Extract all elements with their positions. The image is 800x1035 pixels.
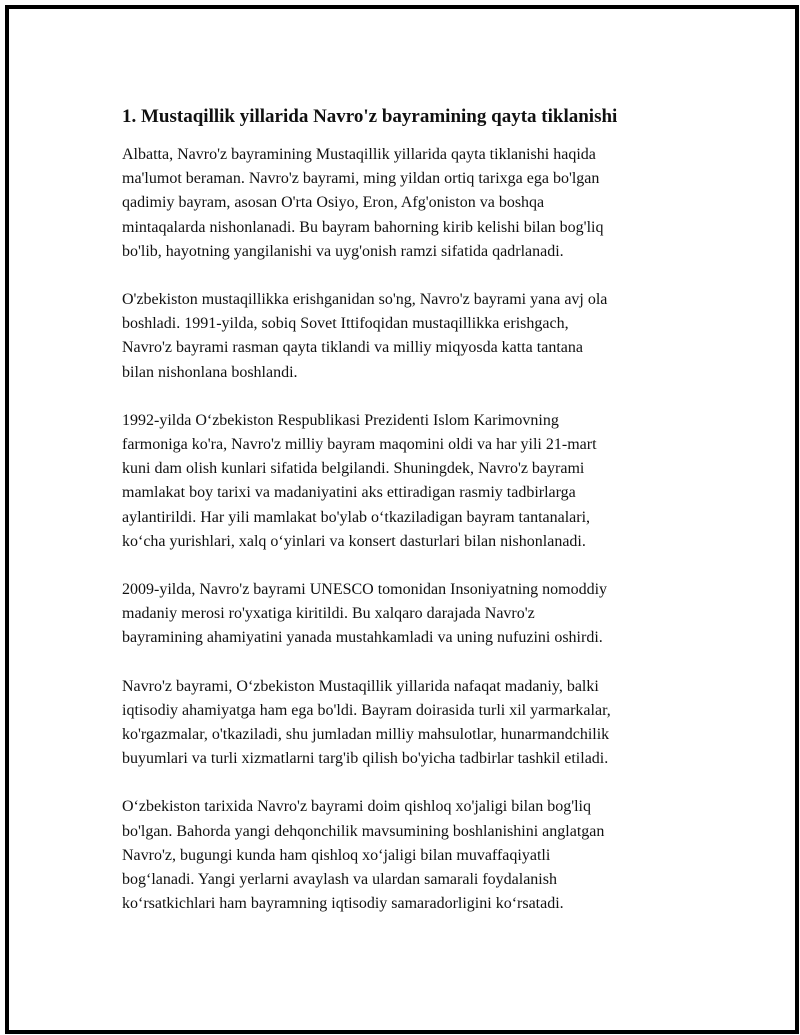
paragraph-line: O‘zbekiston tarixida Navro'z bayrami doim qishloq xo'jaligi bilan bog'liq — [122, 798, 591, 816]
paragraph-line: bilan nishonlana boshlandi. — [122, 363, 298, 381]
paragraph-6 — [122, 795, 702, 916]
paragraph-line: buyumlari va turli xizmatlarni targ'ib qilish bo'yicha tadbirlar tashkil etiladi. — [122, 750, 609, 768]
paragraph-line: Navro'z, bugungi kunda ham qishloq xo‘jaligi bilan muvaffaqiyatli — [122, 846, 551, 864]
paragraph-line: Navro'z bayrami rasman qayta tiklandi va milliy miqyosda katta tantana — [122, 339, 583, 357]
paragraph-line: madaniy merosi ro'yxatiga kiritildi. Bu xalqaro darajada Navro'z — [122, 605, 535, 623]
paragraph-line: 2009-yilda, Navro'z bayrami UNESCO tomonidan Insoniyatning nomoddiy — [122, 581, 608, 599]
paragraph-line: ko‘rsatkichlari ham bayramning iqtisodiy samaradorligini ko‘rsatadi. — [122, 895, 564, 913]
paragraph-line: qadimiy bayram, asosan O'rta Osiyo, Eron, Afg'oniston va boshqa — [122, 194, 545, 212]
paragraph-line: aylantirildi. Har yili mamlakat bo'ylab o‘tkaziladigan bayram tantanalari, — [122, 508, 591, 526]
paragraph-line: iqtisodiy ahamiyatga ham ega bo'ldi. Bayram doirasida turli xil yarmarkalar, — [122, 701, 611, 719]
paragraph-line: mintaqalarda nishonlanadi. Bu bayram bahorning kirib kelishi bilan bog'liq — [122, 218, 604, 236]
paragraph-line: Navro'z bayrami, O‘zbekiston Mustaqillik yillarida nafaqat madaniy, balki — [122, 677, 599, 695]
paragraph-3 — [122, 409, 702, 554]
paragraph-line: kuni dam olish kunlari sifatida belgilandi. Shuningdek, Navro'z bayrami — [122, 460, 585, 478]
paragraph-line: bo'lib, hayotning yangilanishi va uyg'onish ramzi sifatida qadrlanadi. — [122, 242, 564, 260]
paragraph-line: farmoniga ko'ra, Navro'z milliy bayram maqomini oldi va har yili 21-mart — [122, 436, 597, 454]
document-body — [122, 105, 702, 940]
paragraph-line: bog‘lanadi. Yangi yerlarni avaylash va ulardan samarali foydalanish — [122, 871, 557, 889]
paragraph-line: O'zbekiston mustaqillikka erishganidan so'ng, Navro'z bayrami yana avj ola — [122, 291, 608, 309]
paragraph-line: ma'lumot beraman. Navro'z bayrami, ming yildan ortiq tarixga ega bo'lgan — [122, 170, 600, 188]
paragraph-line: Albatta, Navro'z bayramining Mustaqillik yillarida qayta tiklanishi haqida — [122, 146, 596, 163]
paragraph-5 — [122, 675, 702, 772]
page-frame — [5, 5, 799, 1034]
paragraph-line: ko'rgazmalar, o'tkaziladi, shu jumladan milliy mahsulotlar, hunarmandchilik — [122, 726, 610, 744]
paragraph-line: bo'lgan. Bahorda yangi dehqonchilik mavsumining boshlanishini anglatgan — [122, 822, 605, 840]
paragraph-line: ko‘cha yurishlari, xalq o‘yinlari va konsert dasturlari bilan nishonlanadi. — [122, 532, 586, 550]
section-heading: 1. Mustaqillik yillarida Navro'z bayramining qayta tiklanishi — [122, 106, 618, 127]
paragraph-2 — [122, 288, 702, 385]
paragraph-line: mamlakat boy tarixi va madaniyatini aks ettiradigan rasmiy tadbirlarga — [122, 484, 576, 502]
paragraph-1 — [122, 143, 702, 264]
paragraph-list — [122, 143, 702, 916]
paragraph-line: 1992-yilda O‘zbekiston Respublikasi Prezidenti Islom Karimovning — [122, 411, 559, 429]
paragraph-line: bayramining ahamiyatini yanada mustahkamladi va uning nufuzini oshirdi. — [122, 629, 603, 647]
paragraph-4 — [122, 578, 702, 651]
paragraph-line: boshladi. 1991-yilda, sobiq Sovet Ittifoqidan mustaqillikka erishgach, — [122, 315, 569, 333]
